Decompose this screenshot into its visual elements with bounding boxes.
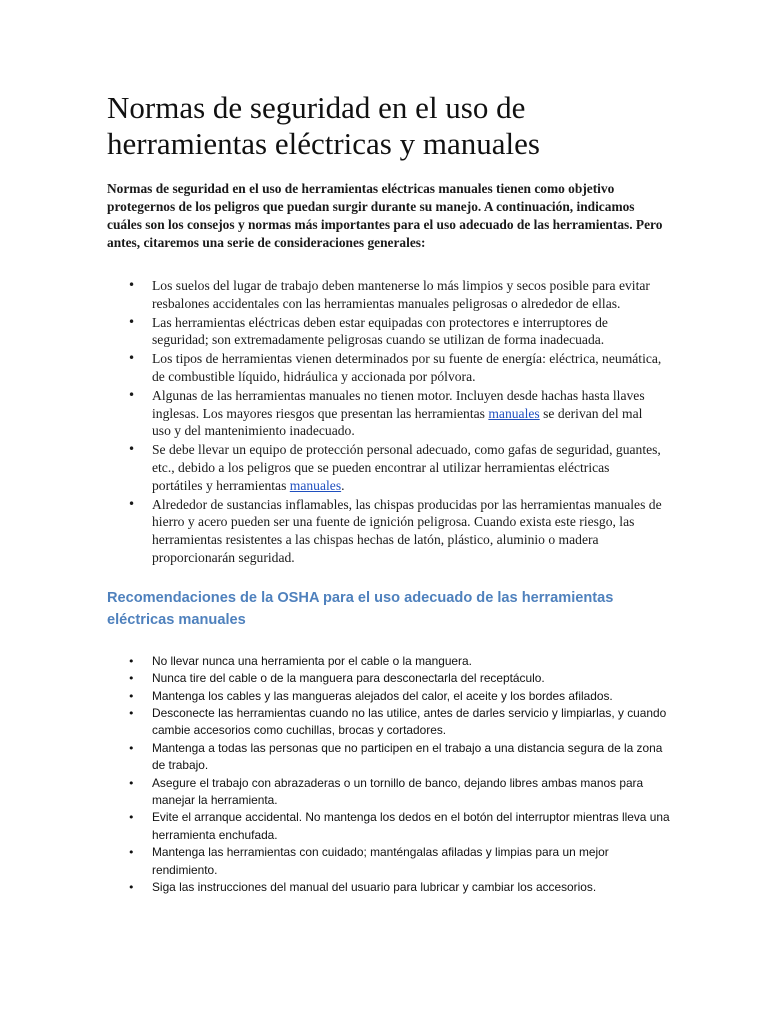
list-item-text: se derivan del mal uso y del mantenimiento inadecuado. <box>152 405 643 439</box>
list-item-text: Se debe llevar un equipo de protección personal adecuado, como gafas de seguridad, guantes, etc., debido a los peligros que se pueden encontrar al utilizar herramientas eléctricas portátiles y herramientas <box>152 442 661 493</box>
bullet-icon: • <box>128 741 135 755</box>
list-item <box>128 387 662 440</box>
list-item-text: Los tipos de herramientas vienen determinados por su fuente de energía: eléctrica, neumática, de combustible líquido, hidráulica y accionada por pólvora. <box>152 351 662 384</box>
bullet-icon: • <box>128 811 135 825</box>
list-item <box>128 775 672 810</box>
bullet-icon: • <box>128 387 136 402</box>
list-item-text: Evite el arranque accidental. No mantenga los dedos en el botón del interruptor mientras lleva una herramienta enchufada. <box>152 810 670 842</box>
list-item-text: Algunas de las herramientas manuales no tienen motor. Incluyen desde hachas hasta llaves inglesas. Los mayores riesgos que presentan las herramientas <box>152 387 645 421</box>
bullet-icon: • <box>128 314 136 329</box>
list-item-text: Nunca tire del cable o de la manguera para desconectarla del receptáculo. <box>152 671 545 686</box>
osha-heading: Recomendaciones de la OSHA para el uso adecuado de las herramientas eléctricas manuales <box>107 589 614 628</box>
list-item-text: Asegure el trabajo con abrazaderas o un tornillo de banco, dejando libres ambas manos para manejar la herramienta. <box>152 775 644 807</box>
list-item <box>128 314 662 350</box>
list-item <box>128 277 662 313</box>
list-item-text: Los suelos del lugar de trabajo deben mantenerse lo más limpios y secos posible para evitar resbalones accidentales con las herramientas manuales peligrosas o alrededor de ellas. <box>152 278 650 311</box>
list-item <box>128 441 662 494</box>
list-item-text: Las herramientas eléctricas deben estar equipadas con protectores e interruptores de seguridad; son extremadamente peligrosas cuando se utilizan de forma inadecuada. <box>152 314 608 348</box>
bullet-icon: • <box>128 654 135 668</box>
bullet-icon: • <box>128 442 136 457</box>
list-item <box>128 496 662 567</box>
list-item <box>128 350 662 386</box>
list-item <box>128 740 672 775</box>
bullet-icon: • <box>128 351 136 366</box>
bullet-icon: • <box>128 776 135 790</box>
list-item <box>128 879 672 896</box>
list-item-text: Mantenga a todas las personas que no participen en el trabajo a una distancia segura de la zona de trabajo. <box>152 740 663 773</box>
bullet-icon: • <box>128 672 135 686</box>
considerations-list <box>107 277 662 567</box>
list-item <box>128 653 672 670</box>
bullet-icon: • <box>128 689 135 703</box>
bullet-icon: • <box>128 846 135 860</box>
list-item-text: Siga las instrucciones del manual del usuario para lubricar y cambiar los accesorios. <box>152 880 597 895</box>
list-item-text: Mantenga los cables y las mangueras alejados del calor, el aceite y los bordes afilados. <box>152 688 613 703</box>
list-item <box>128 688 672 705</box>
manuales-link[interactable]: manuales <box>289 477 342 493</box>
bullet-icon: • <box>128 881 135 895</box>
manuales-link[interactable]: manuales <box>488 405 540 421</box>
bullet-icon: • <box>128 496 136 511</box>
bullet-icon: • <box>128 278 136 292</box>
bullet-icon: • <box>128 706 135 720</box>
list-item-text: . <box>341 477 345 493</box>
intro-paragraph: Normas de seguridad en el uso de herramientas eléctricas manuales tienen como objetivo protegernos de los peligros que puedan surgir durante su manejo. A continuación, indicamos cuáles son los consejos y normas más importantes para el uso adecuado de las herramientas. Pero antes, citaremos una serie de consideraciones generales: <box>107 181 663 250</box>
list-item-text: No llevar nunca una herramienta por el cable o la manguera. <box>152 653 472 668</box>
page-title: Normas de seguridad en el uso de herramientas eléctricas y manuales <box>107 90 540 161</box>
list-item-text: Desconecte las herramientas cuando no las utilice, antes de darles servicio y limpiarlas, y cuando cambie accesorios como cuchillas, brocas y cortadores. <box>152 705 667 738</box>
list-item <box>128 670 672 687</box>
document-page <box>107 90 670 896</box>
list-item-text: Mantenga las herramientas con cuidado; manténgalas afiladas y limpias para un mejor rendimiento. <box>152 845 609 877</box>
list-item-text: Alrededor de sustancias inflamables, las chispas producidas por las herramientas manuales de hierro y acero pueden ser una fuente de ignición peligrosa. Cuando exista este riesgo, las herramientas resistentes a las chispas hechas de latón, plástico, aluminio o madera proporcionarán seguridad. <box>152 496 662 565</box>
osha-list <box>107 653 672 897</box>
list-item <box>128 809 672 844</box>
list-item <box>128 705 672 740</box>
list-item <box>128 844 672 879</box>
